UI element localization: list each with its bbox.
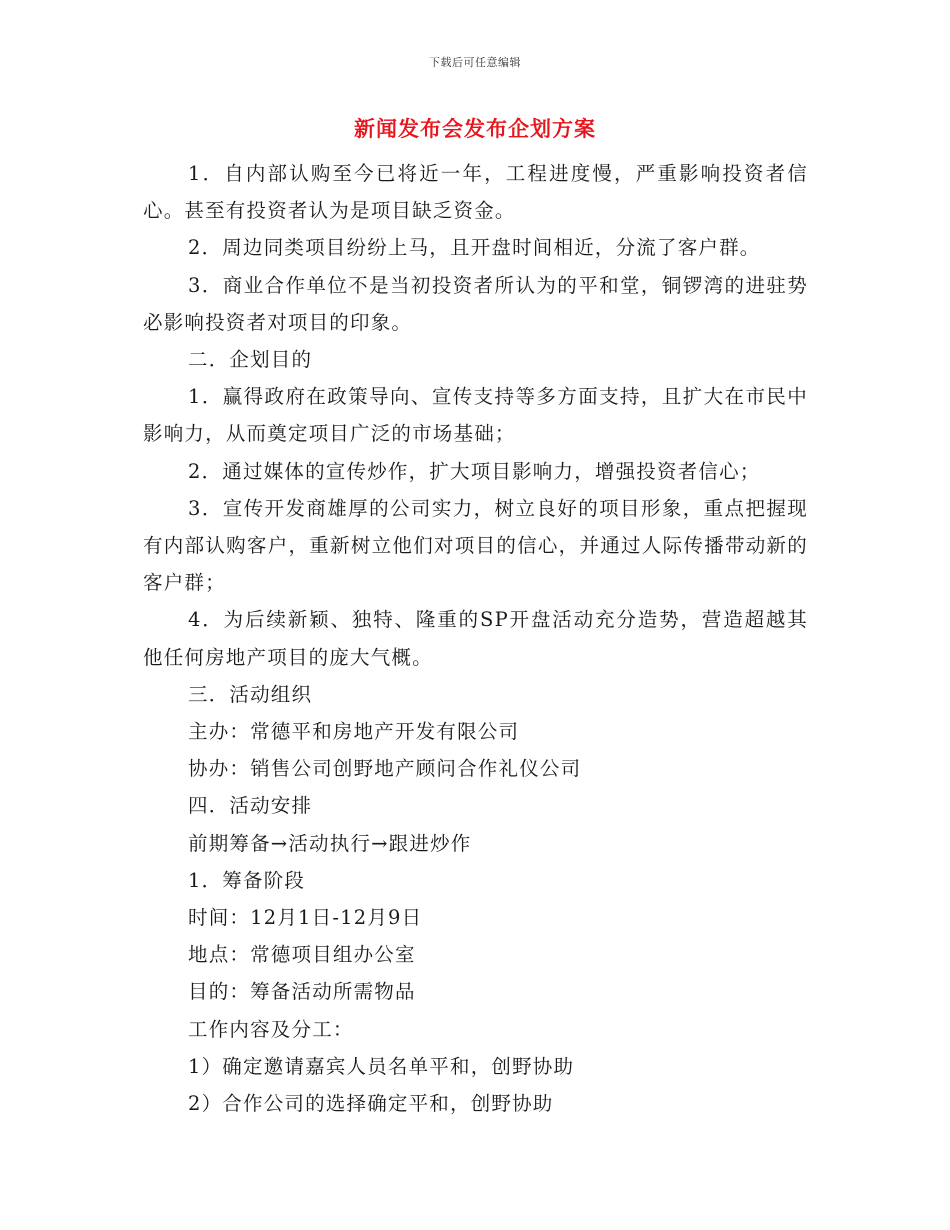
task-item-1: 1）确定邀请嘉宾人员名单平和，创野协助 — [188, 1054, 575, 1078]
location-line: 地点：常德项目组办公室 — [188, 943, 416, 967]
process-flow-line: 前期筹备→活动执行→跟进炒作 — [188, 831, 472, 855]
document-title: 新闻发布会发布企划方案 — [354, 116, 596, 141]
paragraph-issue-3: 3．商业合作单位不是当初投资者所认为的平和堂，铜锣湾的进驻势必影响投资者对项目的印象。 — [143, 273, 808, 334]
paragraph-issue-2: 2．周边同类项目纷纷上马，且开盘时间相近，分流了客户群。 — [188, 236, 761, 260]
section-heading-arrangement: 四．活动安排 — [188, 794, 313, 818]
subheading-preparation: 1．筹备阶段 — [188, 868, 306, 892]
section-heading-objectives: 二．企划目的 — [188, 348, 313, 372]
section-heading-organization: 三．活动组织 — [188, 682, 313, 706]
paragraph-issue-1: 1．自内部认购至今已将近一年，工程进度慢，严重影响投资者信心。甚至有投资者认为是项目缺乏资金。 — [143, 162, 808, 223]
organizer-line: 主办：常德平和房地产开发有限公司 — [188, 720, 520, 744]
document-body — [143, 155, 808, 1122]
purpose-line: 目的：筹备活动所需物品 — [188, 980, 416, 1004]
work-content-heading: 工作内容及分工： — [188, 1017, 354, 1041]
header-note: 下载后可任意编辑 — [429, 56, 521, 69]
task-item-2: 2）合作公司的选择确定平和，创野协助 — [188, 1092, 554, 1116]
paragraph-objective-4: 4．为后续新颖、独特、隆重的SP开盘活动充分造势，营造超越其他任何房地产项目的庞大气概。 — [143, 608, 808, 669]
paragraph-objective-2: 2．通过媒体的宣传炒作，扩大项目影响力，增强投资者信心； — [188, 459, 761, 483]
paragraph-objective-1: 1．赢得政府在政策导向、宣传支持等多方面支持，且扩大在市民中影响力，从而奠定项目广泛的市场基础； — [143, 385, 808, 446]
co-organizer-line: 协办：销售公司创野地产顾问合作礼仪公司 — [188, 757, 582, 781]
time-line: 时间：12月1日-12月9日 — [188, 906, 423, 930]
paragraph-objective-3: 3．宣传开发商雄厚的公司实力，树立良好的项目形象，重点把握现有内部认购客户，重新树立他们对项目的信心，并通过人际传播带动新的客户群； — [143, 496, 808, 595]
